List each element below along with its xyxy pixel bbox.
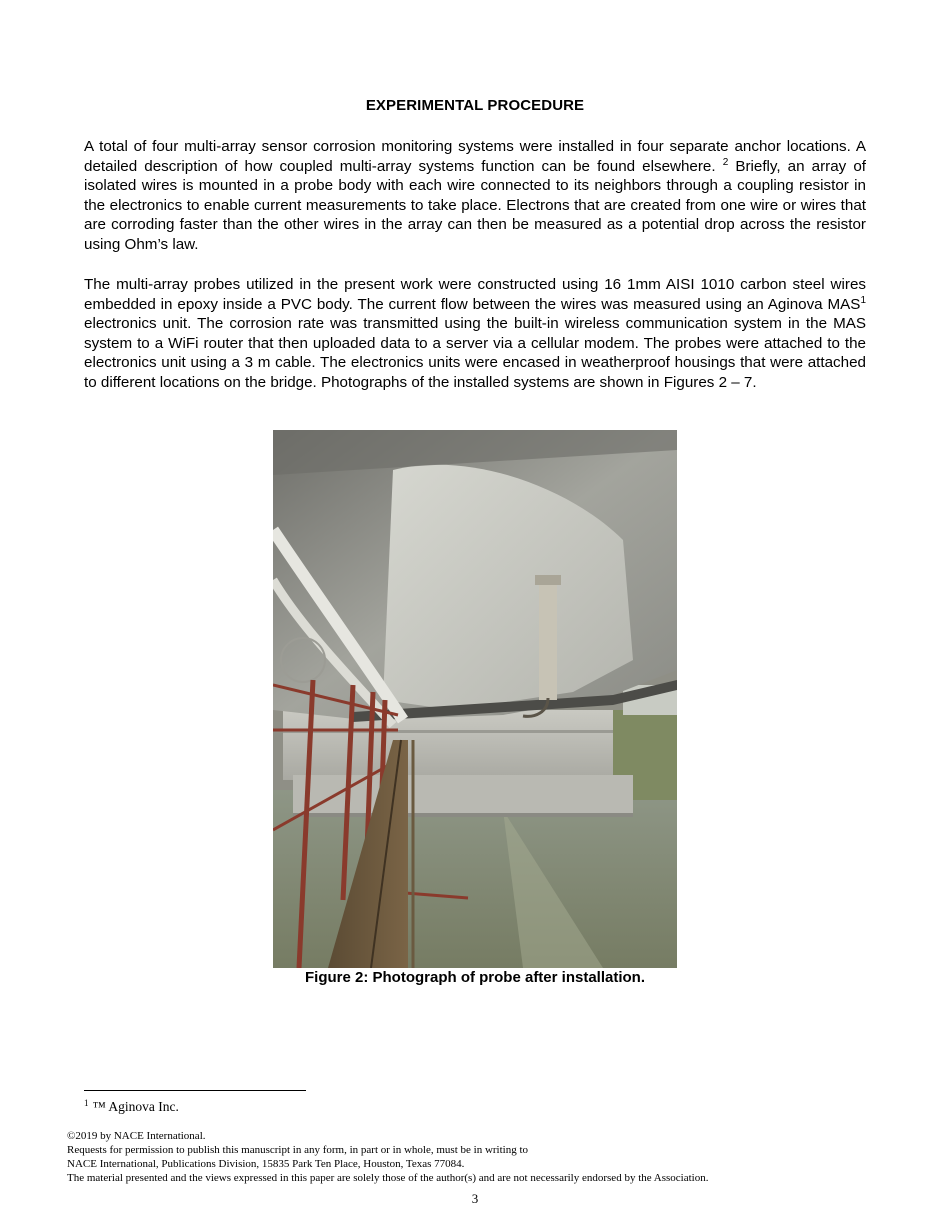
paragraph-2-text: The multi-array probes utilized in the present work were constructed using 16 1mm AISI 1010 carbon steel wires embedded in epoxy inside a PVC body. The current flow between the wires was measured using an Aginova MAS [84, 276, 866, 313]
paragraph-1 [84, 137, 866, 254]
reference-superscript: 2 [722, 156, 729, 168]
copyright-block [67, 1129, 708, 1185]
probe-installation-photo [273, 430, 677, 968]
footnote-number: 1 [84, 1098, 89, 1108]
copyright-line: ©2019 by NACE International. [67, 1130, 206, 1142]
page-number: 3 [471, 1191, 479, 1206]
section-heading: EXPERIMENTAL PROCEDURE [365, 97, 585, 114]
permission-line: Requests for permission to publish this manuscript in any form, in part or in whole, must be in writing to [67, 1144, 529, 1156]
footnote-divider [84, 1090, 306, 1091]
disclaimer-line: The material presented and the views expressed in this paper are solely those of the author(s) and are not necessarily endorsed by the Association. [67, 1172, 709, 1184]
paragraph-1-text: A total of four multi-array sensor corrosion monitoring systems were installed in four separate anchor locations. A detailed description of how coupled multi-array systems function can be found elsewhere. [84, 138, 866, 175]
paragraph-2 [84, 275, 866, 392]
paragraph-1-text-continued: Briefly, an array of isolated wires is mounted in a probe body with each wire connected to its neighbors through a coupling resistor in the electronics to enable current measurements to take place. Electrons that are created from one wire or wires that are corroding faster than the other wires in the array can then be measured as a potential drop across the resistor using Ohm’s law. [84, 157, 866, 253]
footnote-text: ™ Aginova Inc. [92, 1099, 179, 1114]
footnote [84, 1099, 179, 1115]
address-line: NACE International, Publications Division, 15835 Park Ten Place, Houston, Texas 77084. [67, 1158, 465, 1170]
paragraph-2-text-continued: electronics unit. The corrosion rate was transmitted using the built-in wireless communication system in the MAS system to a WiFi router that then uploaded data to a server via a cellular modem. The probes were attached to the electronics unit using a 3 m cable. The electronics units were encased in weatherproof housings that were attached to different locations on the bridge. Photographs of the installed systems are shown in Figures 2 – 7. [84, 315, 866, 391]
figure-caption: Figure 2: Photograph of probe after installation. [304, 969, 645, 986]
footnote-ref-superscript: 1 [860, 294, 866, 306]
